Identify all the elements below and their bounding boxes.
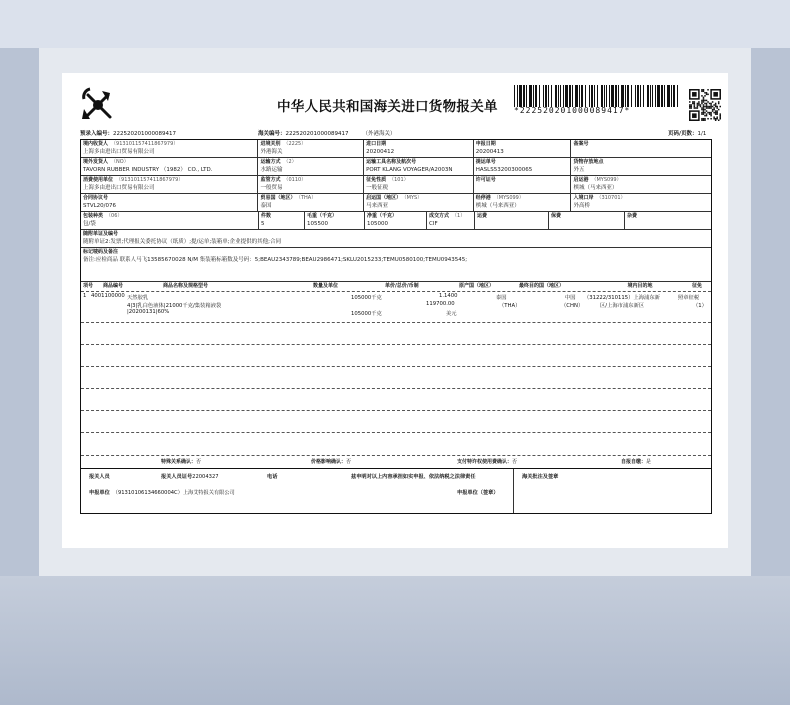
phone-label: 电话 bbox=[267, 474, 278, 480]
field-gross-weight: 毛重（千克） 105500 bbox=[305, 212, 365, 229]
goods-header-origin: 原产国（地区） bbox=[459, 283, 495, 289]
field-net-weight: 净重（千克） 105000 bbox=[365, 212, 427, 229]
goods-table-header bbox=[81, 282, 711, 292]
prerecord-number: 预录入编号：222520201000089417 bbox=[80, 131, 177, 137]
field-misc-fees: 杂费 bbox=[627, 213, 638, 219]
declaration-form-grid bbox=[80, 139, 712, 514]
barcode-icon bbox=[514, 85, 680, 107]
goods-header-name: 商品名称及规格型号 bbox=[163, 283, 209, 289]
field-transport-mode: 运输方式 （2） 水路运输 bbox=[258, 158, 364, 175]
field-insurance: 保费 bbox=[549, 212, 625, 229]
field-departure-port: 启运港 （MYS099） 槟城（马来西亚） bbox=[573, 177, 622, 191]
goods-item-row: 1 4001100000 天然胶乳 4|3|乳白色液体|21000千克/集装箱液袋 |20200131|60% 105000千克 105000千克 1.1400 119700.00 美元 泰国 （THA） 中国 （CHN） （31222/310115）上海浦东新 区/上海市浦东新区 照章征税 （1） bbox=[81, 292, 711, 323]
top-band bbox=[0, 0, 790, 48]
field-record-number: 备案号 bbox=[573, 141, 589, 147]
field-transit-port: 经停港 （MYS099） 槟城（马来西亚） bbox=[474, 194, 572, 211]
field-levy-nature: 征免性质 （101） 一般征税 bbox=[364, 176, 474, 193]
field-marks-remarks: 标记唛码及备注 备注:应检商品 联系人马飞13585670028 N/M 集装箱标箱数及号码：5;BEAU2343789;BEAU2986471;SKLU2015233;TEMU0580100;TEMU0943545; bbox=[83, 249, 468, 263]
goods-header-exemption: 征免 bbox=[691, 283, 702, 289]
field-consumer-unit: 消费使用单位 （913101157411867979） 上海多由进出口贸易有限公司 bbox=[81, 176, 258, 193]
form-row-5 bbox=[81, 212, 711, 230]
goods-header-hs-code: 商品编号 bbox=[103, 283, 124, 289]
form-row-3 bbox=[81, 176, 711, 194]
field-trade-country: 贸易国（地区） （THA） 泰国 bbox=[258, 194, 364, 211]
field-vessel-voyage: 运输工具名称及航次号 PORT KLANG VOYAGER/A2003N bbox=[364, 158, 474, 175]
field-import-date: 进口日期 20200412 bbox=[364, 140, 474, 157]
field-domestic-consignee: 境内收货人 （913101157411867979） 上海多由进出口贸易有限公司 bbox=[81, 140, 258, 157]
field-attached-documents: 随附单证及编号 随附单证2:发票;代理报关委托协议（纸质）;提/运单;装箱单;企业提供的其他;合同 bbox=[83, 231, 281, 245]
field-freight: 运费 bbox=[475, 212, 549, 229]
bottom-background bbox=[0, 576, 790, 705]
footer-declarant-section bbox=[81, 469, 514, 513]
goods-empty-row bbox=[81, 411, 711, 433]
page-count: 页码/页数：1/1 bbox=[668, 131, 707, 137]
customs-declaration-sheet bbox=[62, 73, 728, 548]
declarer-label: 报关人员 bbox=[89, 474, 110, 480]
special-confirmations bbox=[81, 456, 711, 469]
field-entry-port: 入境口岸 （310701） 外高桥 bbox=[573, 195, 626, 209]
goods-empty-row bbox=[81, 389, 711, 411]
field-declare-date: 申报日期 20200413 bbox=[474, 140, 572, 157]
field-overseas-consignor: 境外发货人 （NO） TAVORN RUBBER INDUSTRY （1982） CO., LTD. bbox=[81, 158, 258, 175]
declaration-footer bbox=[81, 469, 711, 513]
legal-statement: 兹申明对以上内容承担如实申报、依法纳税之法律责任 bbox=[351, 474, 476, 480]
footer-customs-remark-section bbox=[514, 469, 711, 513]
field-package-count: 件数 5 bbox=[259, 212, 305, 229]
goods-empty-row bbox=[81, 323, 711, 345]
customs-emblem-icon bbox=[80, 87, 116, 123]
form-row-2 bbox=[81, 158, 711, 176]
form-row-attached-docs bbox=[81, 230, 711, 248]
royalty-confirm: 支付特许权使用费确认：否 bbox=[456, 459, 517, 465]
field-license-number: 许可证号 bbox=[474, 176, 572, 193]
goods-header-quantity: 数量及单位 bbox=[313, 283, 339, 289]
declarer-cert: 报关人员证号22004327 bbox=[161, 474, 219, 480]
goods-empty-row bbox=[81, 367, 711, 389]
field-package-type: 包装种类 （06） 包/袋 bbox=[81, 212, 259, 229]
declaring-unit: 申报单位 （91310106134660004C）上海艾特报关有限公司 bbox=[89, 490, 235, 496]
goods-header-destination-country: 最终目的国（地区） bbox=[519, 283, 565, 289]
goods-header-index: 项号 bbox=[83, 283, 94, 289]
goods-header-price: 单价/总价/币制 bbox=[385, 283, 419, 289]
document-title: 中华人民共和国海关进口货物报关单 bbox=[277, 99, 498, 115]
field-contract-number: 合同协议号 STVL20/076 bbox=[81, 194, 258, 211]
field-storage-location: 货物存放地点 外五 bbox=[573, 159, 604, 173]
self-declare-confirm: 自报自缴：是 bbox=[620, 459, 651, 465]
field-entry-customs: 进境关别 （2225） 外港海关 bbox=[258, 140, 364, 157]
field-bill-of-lading: 提运单号 HASLS53200300065 bbox=[474, 158, 572, 175]
form-row-4 bbox=[81, 194, 711, 212]
customs-remark-label: 海关批注及签章 bbox=[522, 474, 559, 480]
price-influence-confirm: 价格影响确认：否 bbox=[310, 459, 351, 465]
field-supervision-mode: 监管方式 （0110） 一般贸易 bbox=[258, 176, 364, 193]
barcode-number: *222520201000089417* bbox=[514, 106, 631, 115]
form-row-1 bbox=[81, 140, 711, 158]
declaring-unit-seal: 申报单位（签章） bbox=[457, 490, 499, 496]
customs-number: 海关编号：222520201000089417 （外港海关） bbox=[258, 131, 396, 137]
qr-code-icon bbox=[689, 89, 721, 121]
form-row-marks bbox=[81, 248, 711, 282]
special-relation-confirm: 特殊关系确认：否 bbox=[160, 459, 201, 465]
field-deal-mode: 成交方式 （1） CIF bbox=[427, 212, 475, 229]
goods-empty-row bbox=[81, 433, 711, 456]
goods-header-domestic-destination: 境内目的地 bbox=[627, 283, 653, 289]
field-departure-country: 启运国（地区） （MYS） 马来西亚 bbox=[364, 194, 474, 211]
goods-empty-row bbox=[81, 345, 711, 367]
